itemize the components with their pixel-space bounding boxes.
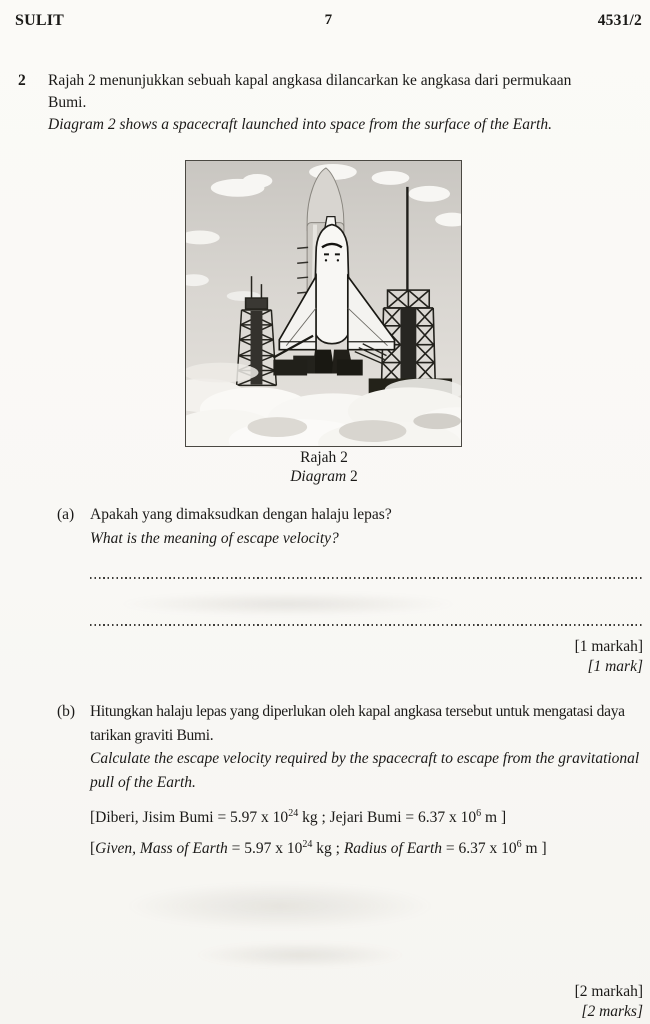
- part-b-text-malay: Hitungkan halaju lepas yang diperlukan oleh kapal angkasa tersebut untuk mengatasi daya tarikan graviti Bumi.: [90, 703, 625, 744]
- part-a-marks-malay: [1 markah]: [574, 638, 643, 655]
- part-b-marks-malay: [2 markah]: [574, 983, 643, 1000]
- engine-nozzle-left: [312, 350, 335, 374]
- scan-bleedthrough: [118, 592, 458, 616]
- part-a-text-english: What is the meaning of escape velocity?: [90, 529, 339, 547]
- part-b-label: (b): [57, 703, 76, 720]
- part-a: [57, 503, 560, 550]
- scan-bleedthrough: [125, 882, 435, 930]
- question-2: [18, 70, 610, 136]
- diagram-2-figure: [185, 160, 463, 486]
- part-b: [57, 700, 646, 794]
- figure-caption-malay: Rajah 2: [300, 449, 348, 466]
- launch-illustration: [185, 160, 462, 447]
- page-header: [15, 12, 642, 30]
- given-malay: [Diberi, Jisim Bumi = 5.97 x $10^{24}$ kg ; Jejari Bumi = 6.37 x $10^6$ m ]: [90, 808, 507, 827]
- figure-caption-english: Diagram 2: [290, 467, 358, 485]
- scan-bleedthrough: [195, 942, 405, 968]
- part-b-marks: [575, 982, 643, 1022]
- confidential-label: SULIT: [15, 12, 65, 29]
- part-a-label: (a): [57, 506, 75, 523]
- answer-line-2: [90, 623, 643, 626]
- launch-platform: [273, 360, 307, 376]
- page-number: 7: [324, 12, 333, 28]
- part-a-marks: [575, 637, 643, 677]
- orbiter-fuselage: [314, 225, 350, 344]
- part-b-text-english: Calculate the escape velocity required by the spacecraft to escape from the gravitational pull of the Earth.: [90, 750, 640, 791]
- given-english: [Given, Mass of Earth = 5.97 x $10^{24}$ kg ; Radius of Earth = 6.37 x $10^6$ m ]: [90, 839, 547, 858]
- question-text-malay: Rajah 2 menunjukkan sebuah kapal angkasa dilancarkan ke angkasa dari permukaan Bumi.: [48, 72, 572, 111]
- paper-code: 4531/2: [597, 12, 642, 29]
- booster-mount-right: [337, 360, 363, 376]
- question-text-english: Diagram 2 shows a spacecraft launched into space from the surface of the Earth.: [48, 116, 552, 133]
- part-b-marks-english: [2 marks]: [581, 1003, 643, 1020]
- given-data: [90, 800, 646, 862]
- answer-line-1: [90, 576, 643, 579]
- question-number: 2: [18, 72, 26, 89]
- part-a-marks-english: [1 mark]: [587, 658, 643, 675]
- part-a-text-malay: Apakah yang dimaksudkan dengan halaju lepas?: [90, 506, 392, 523]
